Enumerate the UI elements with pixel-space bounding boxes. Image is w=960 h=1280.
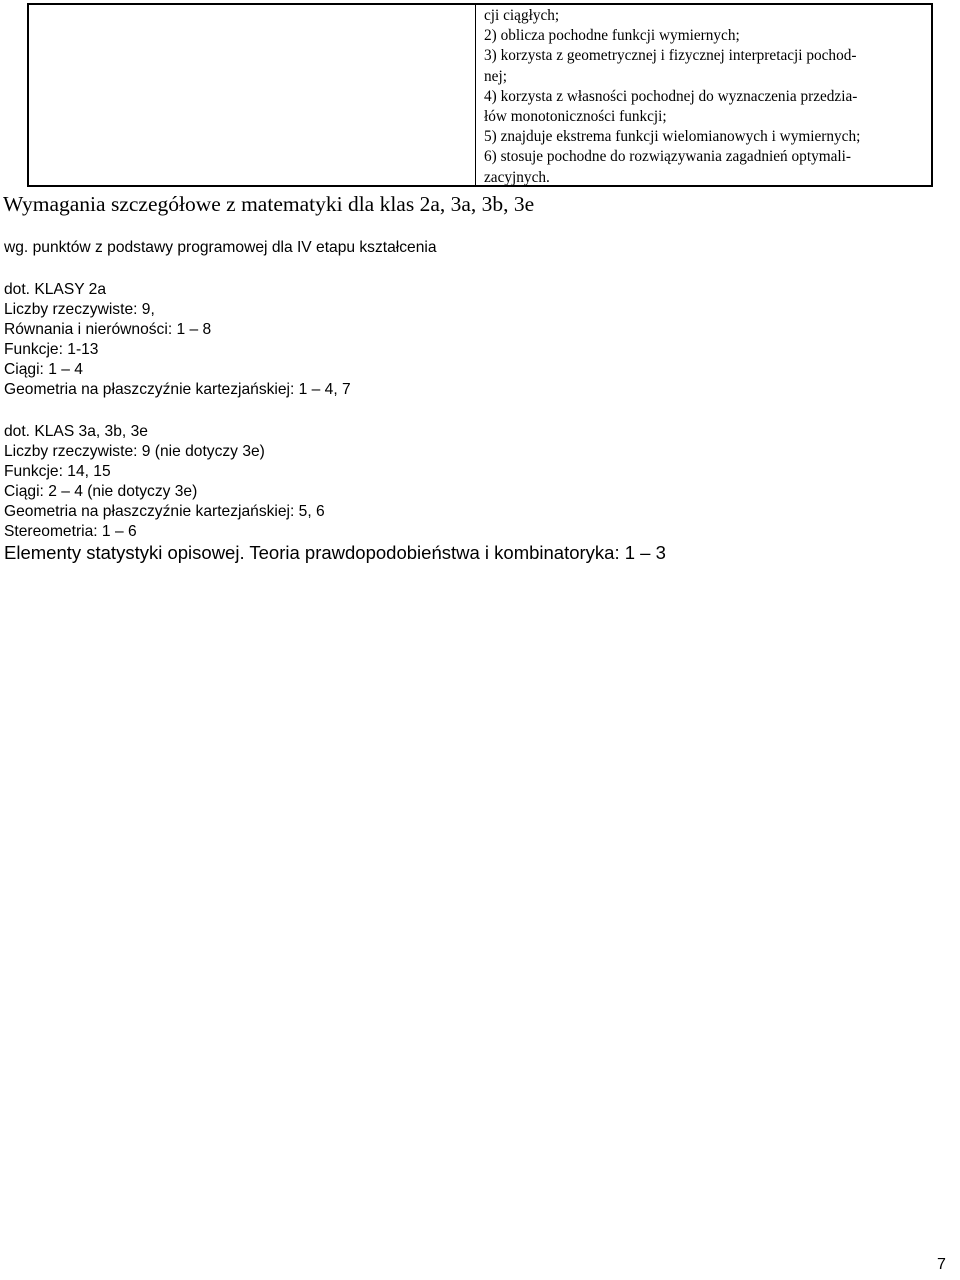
- section-2a-line: Liczby rzeczywiste: 9,: [4, 301, 155, 318]
- section-3-line: Funkcje: 14, 15: [4, 463, 111, 480]
- table-line: 6) stosuje pochodne do rozwiązywania zagadnień optymali-: [484, 148, 852, 166]
- subheading: wg. punktów z podstawy programowej dla IV etapu kształcenia: [4, 239, 437, 256]
- page-heading: Wymagania szczegółowe z matematyki dla klas 2a, 3a, 3b, 3e: [3, 192, 535, 216]
- section-2a-line: Geometria na płaszczyźnie kartezjańskiej: 1 – 4, 7: [4, 381, 351, 398]
- table-right-cell: [484, 6, 930, 188]
- table-left-cell: [29, 5, 476, 185]
- table-line: łów monotoniczności funkcji;: [484, 108, 667, 126]
- table-line: 2) oblicza pochodne funkcji wymiernych;: [484, 27, 740, 45]
- section-3-title: dot. KLAS 3a, 3b, 3e: [4, 423, 148, 440]
- table-line: cji ciągłych;: [484, 7, 560, 24]
- table-line: nej;: [484, 67, 507, 85]
- table-line: 3) korzysta z geometrycznej i fizycznej interpretacji pochod-: [484, 47, 857, 65]
- section-3-line: Liczby rzeczywiste: 9 (nie dotyczy 3e): [4, 443, 265, 460]
- section-3-line: Ciągi: 2 – 4 (nie dotyczy 3e): [4, 483, 198, 500]
- section-2a-title: dot. KLASY 2a: [4, 281, 107, 298]
- section-3-line: Geometria na płaszczyźnie kartezjańskiej: 5, 6: [4, 503, 325, 520]
- table-line: zacyjnych.: [484, 168, 550, 186]
- requirements-table: [27, 3, 933, 187]
- table-line: 5) znajduje ekstrema funkcji wielomianowych i wymiernych;: [484, 128, 861, 146]
- section-2a-line: Ciągi: 1 – 4: [4, 361, 83, 378]
- section-2a-line: Funkcje: 1-13: [4, 341, 99, 358]
- section-3-last-line: Elementy statystyki opisowej. Teoria prawdopodobieństwa i kombinatoryka: 1 – 3: [4, 542, 666, 563]
- table-line: 4) korzysta z własności pochodnej do wyznaczenia przedzia-: [484, 87, 858, 105]
- page-number: 7: [937, 1256, 946, 1273]
- section-2a-line: Równania i nierówności: 1 – 8: [4, 321, 212, 338]
- section-3-line: Stereometria: 1 – 6: [4, 523, 137, 540]
